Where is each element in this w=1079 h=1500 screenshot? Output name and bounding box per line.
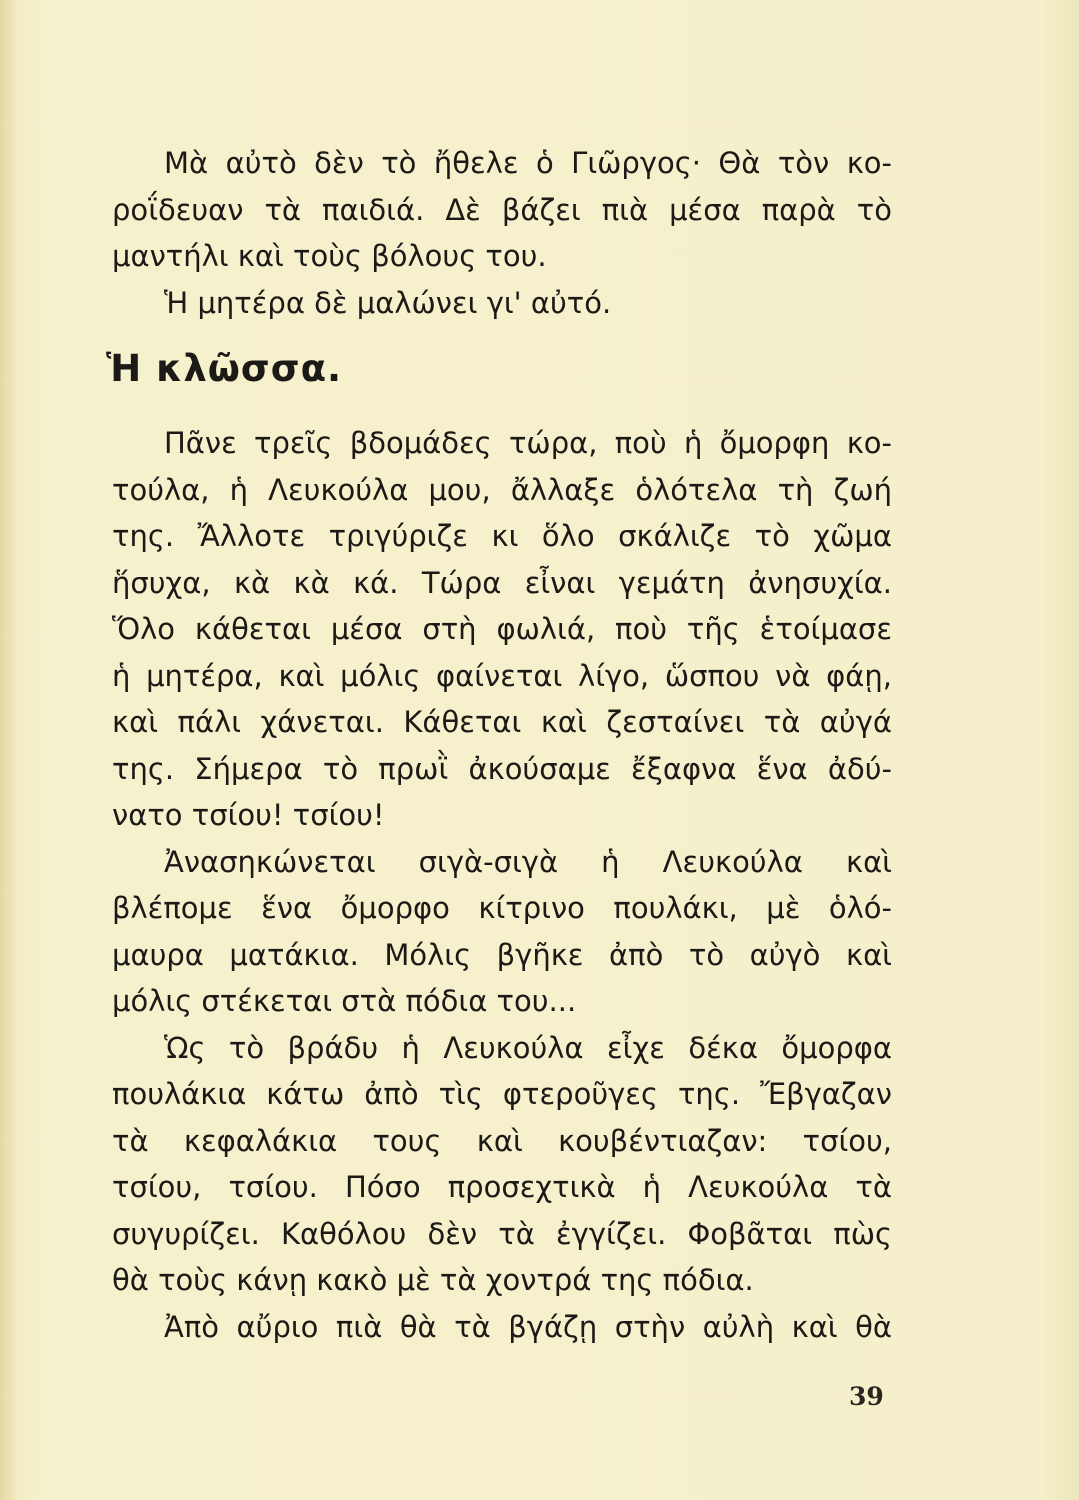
text-line: ἥσυχα, κὰ κὰ κά. Τώρα εἶναι γεμάτη ἀνησυχία. <box>112 565 892 600</box>
text-line: Ἡ μητέρα δὲ μαλώνει γι' αὐτό. <box>164 285 612 320</box>
text-line: τσίου, τσίου. Πόσο προσεχτικὰ ἡ Λευκούλα τὰ <box>112 1170 892 1204</box>
paragraph-5 <box>112 1025 892 1304</box>
text-line: Μὰ αὐτὸ δὲν τὸ ἤθελε ὁ Γιῶργος· Θὰ τὸν κο- <box>164 146 892 180</box>
text-line: μαυρα ματάκια. Μόλις βγῆκε ἀπὸ τὸ αὐγὸ καὶ <box>112 937 892 972</box>
page-text <box>106 140 892 1350</box>
text-line: Ἀνασηκώνεται σιγὰ-σιγὰ ἡ Λευκούλα καὶ <box>164 844 892 879</box>
text-line: Ἀπὸ αὔριο πιὰ θὰ τὰ βγάζῃ στὴν αὐλὴ καὶ θὰ <box>164 1309 892 1344</box>
text-line: βλέπομε ἕνα ὄμορφο κίτρινο πουλάκι, μὲ ὁλό- <box>112 891 892 925</box>
text-line: νατο τσίου! τσίου! <box>112 798 385 832</box>
text-line: ἡ μητέρα, καὶ μόλις φαίνεται λίγο, ὥσπου νὰ φάῃ, <box>112 658 892 693</box>
text-line: μαντήλι καὶ τοὺς βόλους του. <box>112 239 547 273</box>
text-line: τὰ κεφαλάκια τους καὶ κουβέντιαζαν: τσίου, <box>112 1123 892 1158</box>
page-number: 39 <box>849 1382 884 1411</box>
paragraph-1 <box>112 140 892 280</box>
text-line: Ὡς τὸ βράδυ ἡ Λευκούλα εἶχε δέκα ὄμορφα <box>164 1030 892 1065</box>
paragraph-2 <box>112 280 892 327</box>
text-line: της. Ἄλλοτε τριγύριζε κι ὅλο σκάλιζε τὸ χῶμα <box>112 519 892 553</box>
text-line: Ὅλο κάθεται μέσα στὴ φωλιά, ποὺ τῆς ἑτοίμασε <box>112 612 892 646</box>
text-line: της. Σήμερα τὸ πρωῒ ἀκούσαμε ἔξαφνα ἕνα ἀδύ- <box>112 751 892 786</box>
text-line: μόλις στέκεται στὰ πόδια του... <box>112 984 577 1018</box>
text-line: πουλάκια κάτω ἀπὸ τὶς φτεροῦγες της. Ἔβγαζαν <box>112 1077 892 1111</box>
text-line: θὰ τοὺς κάνῃ κακὸ μὲ τὰ χοντρά της πόδια. <box>112 1263 754 1297</box>
book-spine-shadow <box>0 0 20 1500</box>
text-line: ροΐδευαν τὰ παιδιά. Δὲ βάζει πιὰ μέσα παρὰ τὸ <box>112 192 892 227</box>
text-line: καὶ πάλι χάνεται. Κάθεται καὶ ζεσταίνει τὰ αὐγά <box>112 705 892 739</box>
paragraph-4 <box>112 839 892 1025</box>
paragraph-6 <box>112 1304 892 1351</box>
text-line: Πᾶνε τρεῖς βδομάδες τώρα, ποὺ ἡ ὄμορφη κο- <box>164 426 892 460</box>
text-line: συγυρίζει. Καθόλου δὲν τὰ ἐγγίζει. Φοβᾶται πὼς <box>112 1216 892 1251</box>
text-line: τούλα, ἡ Λευκούλα μου, ἄλλαξε ὁλότελα τὴ ζωή <box>112 472 892 507</box>
paragraph-3 <box>112 420 892 839</box>
section-heading: Ἡ κλῶσσα. <box>106 347 343 390</box>
